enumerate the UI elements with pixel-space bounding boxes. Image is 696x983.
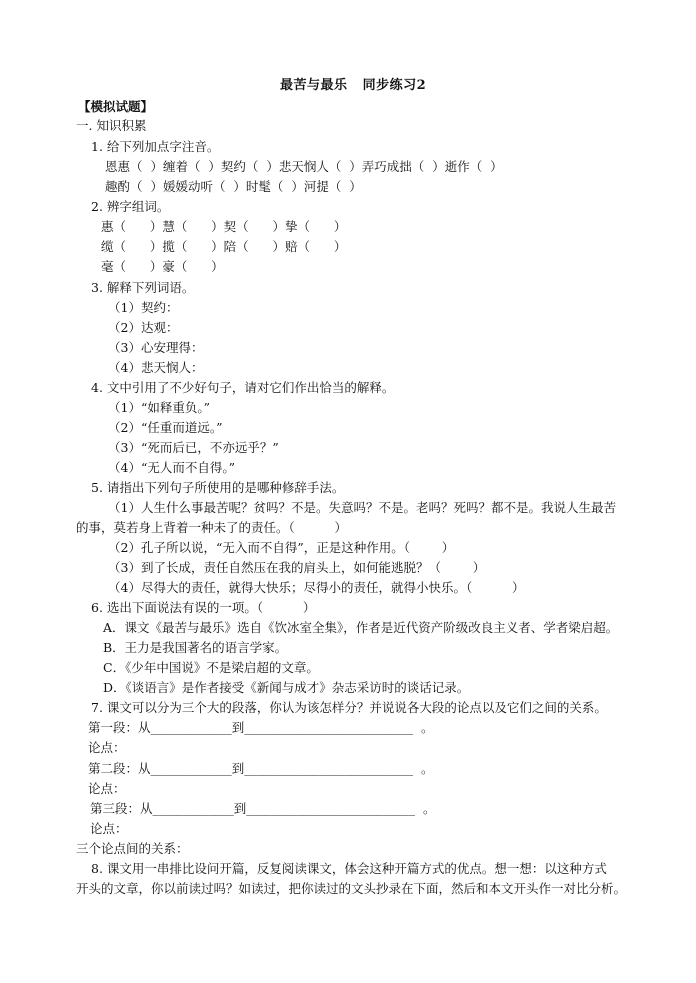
q7-segment3: 第三段：从_____________到___________________________ 。 <box>90 801 436 816</box>
q3-item4: （4）悲天悯人： <box>108 360 204 375</box>
q8-line2: 开头的文章，你以前读过吗？如读过，把你读过的文头抄录在下面，然后和本文开头作一对比分析。 <box>76 881 627 896</box>
q5-item2: （2）孔子所以说，“无入而不自得”，正是这种作用。（ ） <box>108 540 455 555</box>
q1-row1: 恩惠（ ）缠着（ ）契约（ ）悲天悯人（ ）弄巧成拙（ ）逝作（ ） <box>105 159 503 174</box>
section-heading: 【模拟试题】 <box>78 99 154 114</box>
q8-line1: 8. 课文用一串排比设问开篇，反复阅读课文，体会这种开篇方式的优点。想一想：以这种方式 <box>91 861 607 876</box>
q2-row3: 毫（ ）豪（ ） <box>101 259 224 274</box>
q3-item2: （2）达观： <box>108 320 179 335</box>
q3-item3: （3）心安理得： <box>108 340 204 355</box>
q5-item1-line1: （1）人生什么事最苦呢？贫吗？不是。失意吗？不是。老吗？死吗？都不是。我说人生最苦 <box>108 500 616 515</box>
q5-item3: （3）到了长成，责任自然压在我的肩头上，如何能逃脱？（ ） <box>108 560 486 575</box>
q2-row2: 缆（ ）揽（ ）陪（ ）赔（ ） <box>101 239 347 254</box>
q3-item1: （1）契约： <box>108 300 179 315</box>
q7-segment1: 第一段：从_____________到___________________________ 。 <box>88 720 434 735</box>
q5-label: 5. 请指出下列句子所使用的是哪种修辞手法。 <box>91 480 345 495</box>
q4-item2: （2）“任重而道远。” <box>108 420 223 435</box>
q7-point1: 论点： <box>88 740 126 755</box>
q7-point2: 论点： <box>88 781 126 796</box>
q6-option-a: A．课文《最苦与最乐》选自《饮冰室全集》，作者是近代资产阶级改良主义者、学者梁启超。 <box>103 620 619 635</box>
q7-segment2: 第二段：从_____________到___________________________ 。 <box>88 761 434 776</box>
page-title: 最苦与最乐 同步练习2 <box>280 78 427 93</box>
q5-item4: （4）尽得大的责任，就得大快乐；尽得小的责任，就得小快乐。（ ） <box>108 580 525 595</box>
q4-item1: （1）“如释重负。” <box>108 400 210 415</box>
q7-label: 7. 课文可以分为三个大的段落，你认为该怎样分？并说说各大段的论点以及它们之间的关系。 <box>91 700 607 715</box>
q1-label: 1. 给下列加点字注音。 <box>91 139 220 154</box>
q6-label: 6. 选出下面说法有误的一项。（ ） <box>91 600 316 615</box>
q6-option-d: D．《谈语言》是作者接受《新闻与成才》杂志采访时的谈话记录。 <box>103 680 470 695</box>
q2-row1: 惠（ ）慧（ ）契（ ）挚（ ） <box>101 219 347 234</box>
q3-label: 3. 解释下列词语。 <box>91 280 195 295</box>
q6-option-b: B．王力是我国著名的语言学家。 <box>103 640 288 655</box>
q7-relation: 三个论点间的关系： <box>76 841 189 856</box>
q7-point3: 论点： <box>90 821 128 836</box>
part-heading: 一. 知识积累 <box>76 118 147 133</box>
q2-label: 2. 辨字组词。 <box>91 199 170 214</box>
q4-item4: （4）“无人而不自得。” <box>108 460 235 475</box>
q5-item1-line2: 的事，莫若身上背着一种未了的责任。（ ） <box>76 520 347 535</box>
q6-option-c: C．《少年中国说》不是梁启超的文章。 <box>103 660 319 675</box>
q4-item3: （3）“死而后已，不亦远乎？” <box>108 440 279 455</box>
q1-row2: 趣酌（ ）媛媛动听（ ）时髦（ ）河提（ ） <box>105 179 362 194</box>
q4-label: 4. 文中引用了不少好句子，请对它们作出恰当的解释。 <box>91 380 395 395</box>
